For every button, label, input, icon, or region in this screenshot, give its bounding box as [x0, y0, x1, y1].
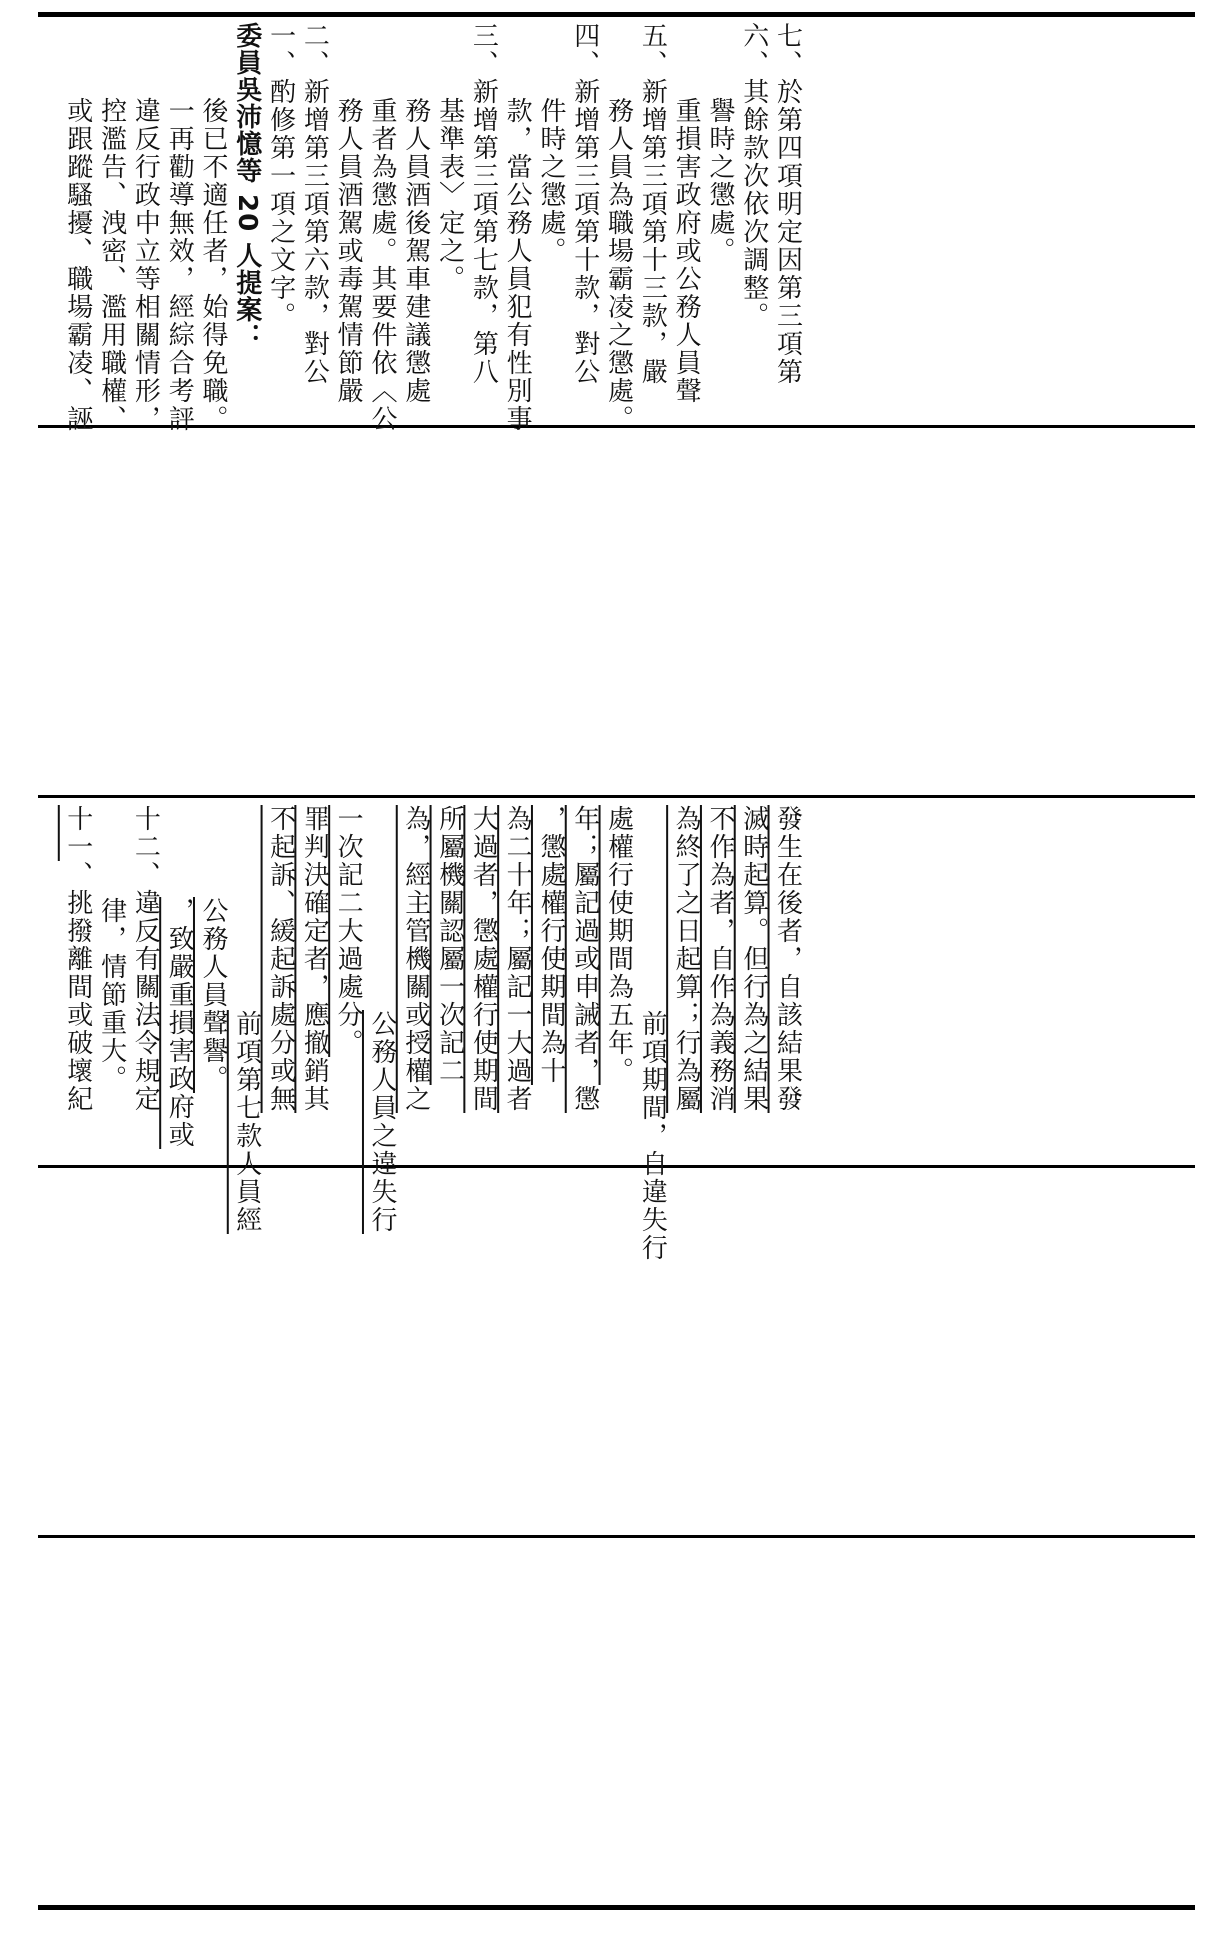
- middle_section-text-segment: 前項第七款人員經: [231, 1010, 262, 1234]
- upper_section-text-line: 委員吳沛憶等 20 人提案：: [231, 22, 262, 351]
- middle_section-text-line: [736, 805, 770, 1262]
- upper_section-text-line: 譽時之懲處。: [704, 97, 735, 265]
- middle_section-text-line: [60, 805, 94, 1262]
- middle_section-text-segment: 為二十年；屬記一大過者: [502, 805, 533, 1113]
- middle_section-text-segment: 滅時起算。但行為之結果: [738, 805, 769, 1113]
- middle_section-text-segment: 公務人員聲譽。: [197, 897, 228, 1093]
- middle_section-text-segment: 為，經主管機關或授權之: [400, 805, 431, 1113]
- middle_section-text-segment: 前項期間，自違失行: [637, 1010, 668, 1262]
- upper_section-text-line: 控濫告、洩密、濫用職權、: [96, 97, 127, 433]
- middle_section-text-line: [364, 805, 398, 1262]
- middle_section-text-segment: 律，情節重大。: [96, 897, 127, 1093]
- middle_section-text-line: [567, 805, 601, 1262]
- middle_section-text-line: [229, 805, 263, 1262]
- bottom-rule: [38, 1905, 1195, 1910]
- middle_section-text-segment: 發生在後者，自該結果發: [772, 805, 803, 1113]
- middle-section-top-rule: [38, 795, 1195, 798]
- middle_section-text-line: [195, 805, 229, 1262]
- middle_section-text-segment: 罪判決確定者，應撤銷其: [299, 805, 330, 1113]
- upper_section-text-line: 重者為懲處。其要件依〈公: [366, 97, 397, 433]
- upper_section-text-line: 後已不適任者，始得免職。: [197, 97, 228, 433]
- upper_section-text-line: 或跟蹤騷擾、職場霸凌、誣: [62, 97, 93, 433]
- upper_section-text-line: 違反行政中立等相關情形，: [130, 97, 161, 433]
- upper_section-text-line: 五、新增第三項第十三款，嚴: [637, 22, 668, 386]
- upper_section-text-line: 務人員酒駕或毒駕情節嚴: [333, 97, 364, 405]
- middle_section-text-segment: 公務人員之違失行: [366, 1010, 397, 1234]
- middle-section: [60, 805, 1185, 1262]
- upper_section-text-line: 基準表〉定之。: [434, 97, 465, 293]
- middle_section-text-line: [702, 805, 736, 1262]
- upper_section-text-line: 二、新增第三項第六款，對公: [299, 22, 330, 386]
- middle_section-text-segment: 年；屬記過或申誡者，懲: [569, 805, 600, 1113]
- upper_section-text-line: 四、新增第三項第十款，對公: [569, 22, 600, 386]
- middle_section-text-segment: 十二、違反有關法令規定: [130, 805, 161, 1113]
- upper_section-text-line: 一再勸導無效，經綜合考評: [164, 97, 195, 433]
- upper_section-text-line: 一、酌修第一項之文字。: [265, 22, 296, 330]
- middle_section-text-segment: 、挑撥離間或破壞紀: [62, 861, 93, 1113]
- middle_section-text-line: [533, 805, 567, 1262]
- middle_section-text-segment: 為終了之日起算；行為屬: [671, 805, 702, 1113]
- upper_section-text-line: 件時之懲處。: [535, 97, 566, 265]
- middle_section-text-segment: ，致嚴重損害政府或: [164, 897, 195, 1149]
- middle_section-text-segment: ，懲處權行使期間為十: [535, 805, 566, 1085]
- middle_section-text-line: [770, 805, 804, 1262]
- middle_section-text-line: [466, 805, 500, 1262]
- upper_section-text-line: 重損害政府或公務人員聲: [671, 97, 702, 405]
- middle_section-text-line: [94, 805, 128, 1262]
- upper_section-text-line: 務人員為職場霸凌之懲處。: [603, 97, 634, 433]
- middle_section-text-line: [668, 805, 702, 1262]
- middle_section-text-line: [499, 805, 533, 1262]
- middle_section-text-segment: 大過者，懲處權行使期間: [468, 805, 499, 1113]
- middle_section-text-line: [297, 805, 331, 1262]
- middle_section-text-line: [263, 805, 297, 1262]
- upper_section-text-line: 三、新增第三項第七款，第八: [468, 22, 499, 386]
- upper_section-text-line: 七、於第四項明定因第三項第: [772, 22, 803, 386]
- middle_section-text-line: [432, 805, 466, 1262]
- middle_section-text-line: [601, 805, 635, 1262]
- upper_section-text-line: 務人員酒後駕車建議懲處: [400, 97, 431, 405]
- upper-section: [60, 22, 1185, 433]
- middle_section-text-line: [330, 805, 364, 1262]
- upper-text-columns: [60, 22, 804, 433]
- middle-text-columns: [60, 805, 804, 1262]
- top-rule: [38, 12, 1195, 17]
- middle_section-text-segment: 十一: [62, 805, 93, 861]
- middle_section-text-segment: 一次記二大過處分。: [333, 805, 364, 1057]
- upper_section-text-line: 款，當公務人員犯有性別事: [502, 97, 533, 433]
- middle_section-text-line: [161, 805, 195, 1262]
- middle_section-text-segment: 所屬機關認屬一次記二: [434, 805, 465, 1085]
- middle_section-text-segment: 不作為者，自作為義務消: [704, 805, 735, 1113]
- middle_section-text-line: [635, 805, 669, 1262]
- middle_section-text-segment: 不起訴、緩起訴處分或無: [265, 805, 296, 1113]
- upper_section-text-line: 六、其餘款次依次調整。: [738, 22, 769, 330]
- lower-section-rule: [38, 1535, 1195, 1538]
- middle_section-text-line: [128, 805, 162, 1262]
- middle_section-text-segment: 處權行使期間為五年。: [603, 805, 634, 1085]
- middle_section-text-line: [398, 805, 432, 1262]
